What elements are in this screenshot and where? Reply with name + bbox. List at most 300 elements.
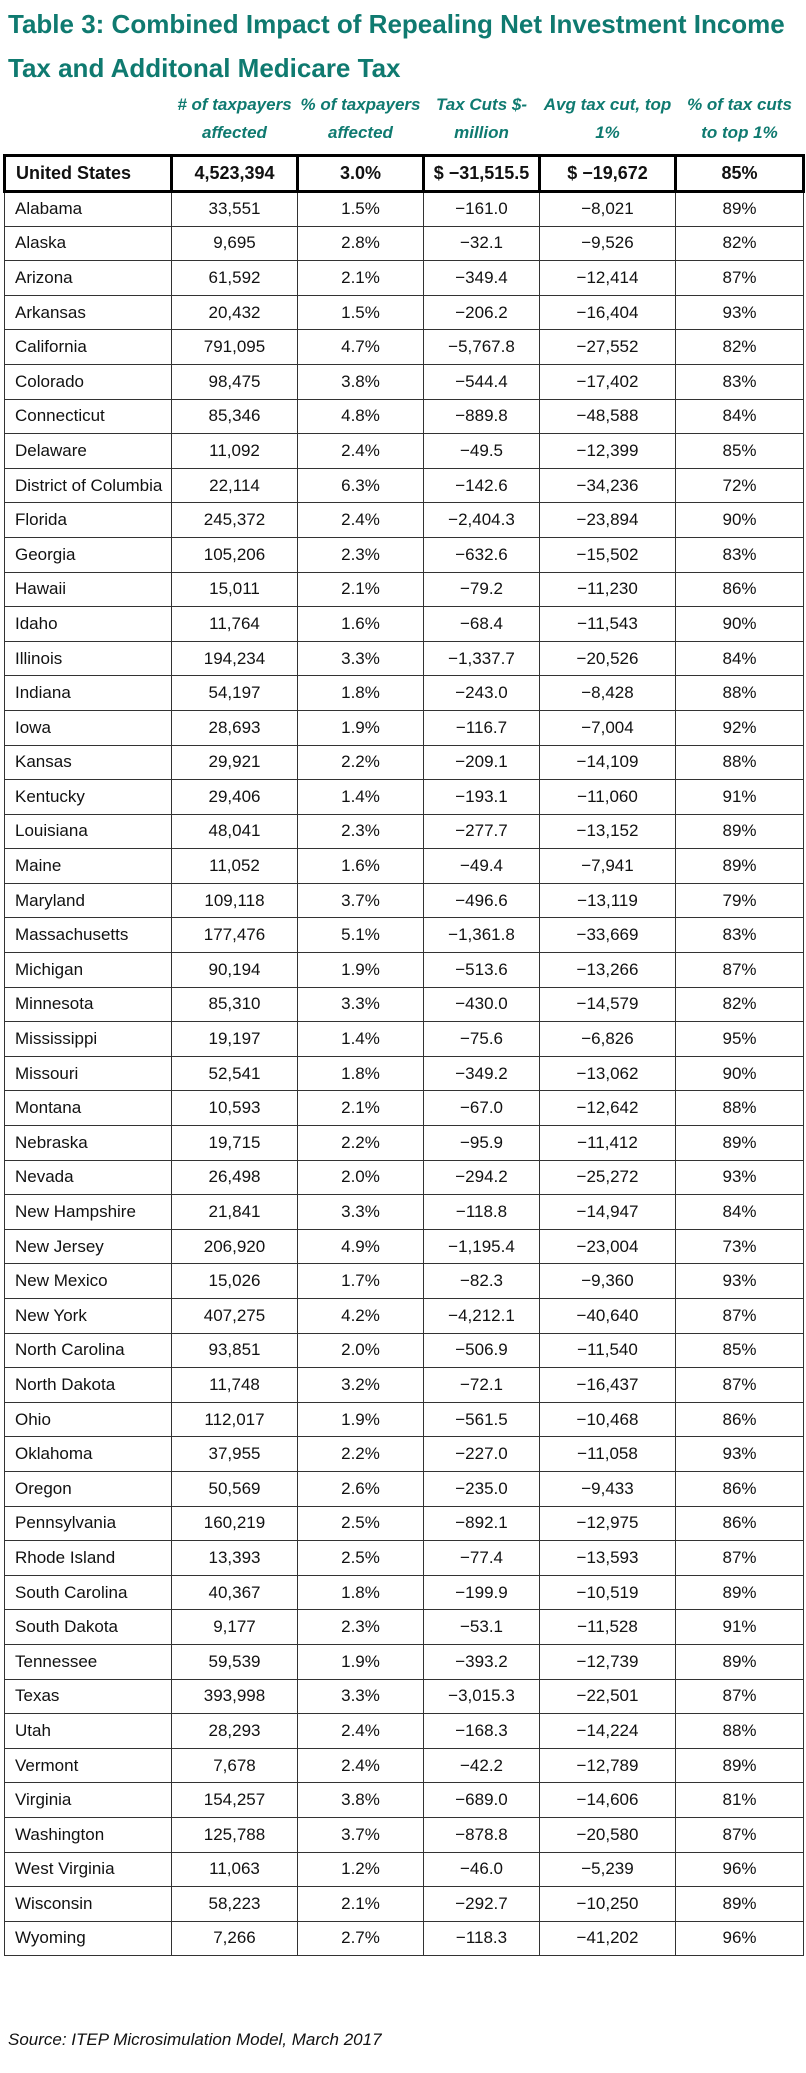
cell-state: Oklahoma xyxy=(5,1437,172,1472)
cell-tax-cuts: −118.8 xyxy=(424,1195,540,1230)
cell-pct-taxpayers: 3.3% xyxy=(298,1679,424,1714)
cell-pct-top1: 82% xyxy=(676,330,804,365)
cell-state: Indiana xyxy=(5,676,172,711)
cell-state: Missouri xyxy=(5,1056,172,1091)
cell-taxpayers-affected: 154,257 xyxy=(172,1783,298,1818)
cell-avg-tax-cut: −9,360 xyxy=(540,1264,676,1299)
cell-tax-cuts: −430.0 xyxy=(424,987,540,1022)
cell-pct-top1: 82% xyxy=(676,987,804,1022)
cell-pct-top1: 87% xyxy=(676,261,804,296)
table-row xyxy=(5,1471,804,1506)
table-row xyxy=(5,1541,804,1576)
cell-state: New York xyxy=(5,1299,172,1334)
cell-pct-top1: 89% xyxy=(676,1748,804,1783)
cell-state: Connecticut xyxy=(5,399,172,434)
cell-taxpayers-affected: 9,695 xyxy=(172,226,298,261)
table-row xyxy=(5,1126,804,1161)
cell-tax-cuts: −227.0 xyxy=(424,1437,540,1472)
cell-state: Hawaii xyxy=(5,572,172,607)
cell-avg-tax-cut: −11,528 xyxy=(540,1610,676,1645)
cell-taxpayers-affected: 7,678 xyxy=(172,1748,298,1783)
cell-pct-top1: 93% xyxy=(676,1160,804,1195)
cell-tax-cuts: −349.4 xyxy=(424,261,540,296)
cell-tax-cuts: −235.0 xyxy=(424,1471,540,1506)
cell-avg-tax-cut: −11,543 xyxy=(540,607,676,642)
cell-tax-cuts: −193.1 xyxy=(424,780,540,815)
cell-pct-top1: 93% xyxy=(676,1264,804,1299)
cell-taxpayers-affected: 21,841 xyxy=(172,1195,298,1230)
cell-pct-taxpayers: 2.4% xyxy=(298,1714,424,1749)
cell-tax-cuts: −49.5 xyxy=(424,434,540,469)
cell-pct-top1: 89% xyxy=(676,192,804,227)
cell-avg-tax-cut: −16,404 xyxy=(540,295,676,330)
cell-pct-top1: 89% xyxy=(676,849,804,884)
cell-pct-top1: 85% xyxy=(676,1333,804,1368)
cell-pct-top1: 83% xyxy=(676,537,804,572)
cell-state: Maine xyxy=(5,849,172,884)
cell-state: Illinois xyxy=(5,641,172,676)
table-row xyxy=(5,1056,804,1091)
cell-pct-taxpayers: 1.8% xyxy=(298,676,424,711)
cell-taxpayers-affected: 98,475 xyxy=(172,364,298,399)
cell-tax-cuts: −496.6 xyxy=(424,883,540,918)
cell-taxpayers-affected: 20,432 xyxy=(172,295,298,330)
total-taxpayers: 4,523,394 xyxy=(172,156,298,192)
cell-state: Louisiana xyxy=(5,814,172,849)
cell-avg-tax-cut: −14,109 xyxy=(540,745,676,780)
cell-avg-tax-cut: −10,468 xyxy=(540,1402,676,1437)
cell-tax-cuts: −32.1 xyxy=(424,226,540,261)
cell-avg-tax-cut: −7,941 xyxy=(540,849,676,884)
cell-taxpayers-affected: 11,052 xyxy=(172,849,298,884)
cell-pct-taxpayers: 1.4% xyxy=(298,780,424,815)
cell-taxpayers-affected: 61,592 xyxy=(172,261,298,296)
cell-pct-top1: 86% xyxy=(676,1506,804,1541)
cell-avg-tax-cut: −23,004 xyxy=(540,1229,676,1264)
cell-pct-top1: 91% xyxy=(676,1610,804,1645)
cell-pct-top1: 73% xyxy=(676,1229,804,1264)
cell-tax-cuts: −544.4 xyxy=(424,364,540,399)
cell-pct-top1: 85% xyxy=(676,434,804,469)
cell-state: Arkansas xyxy=(5,295,172,330)
cell-pct-top1: 87% xyxy=(676,1817,804,1852)
table-row xyxy=(5,330,804,365)
cell-state: South Carolina xyxy=(5,1575,172,1610)
cell-avg-tax-cut: −8,021 xyxy=(540,192,676,227)
table-row xyxy=(5,1402,804,1437)
cell-pct-taxpayers: 3.3% xyxy=(298,641,424,676)
cell-taxpayers-affected: 160,219 xyxy=(172,1506,298,1541)
cell-avg-tax-cut: −14,606 xyxy=(540,1783,676,1818)
cell-avg-tax-cut: −14,579 xyxy=(540,987,676,1022)
cell-pct-top1: 91% xyxy=(676,780,804,815)
cell-avg-tax-cut: −10,250 xyxy=(540,1887,676,1922)
cell-pct-taxpayers: 1.4% xyxy=(298,1022,424,1057)
cell-state: Florida xyxy=(5,503,172,538)
cell-avg-tax-cut: −11,540 xyxy=(540,1333,676,1368)
cell-pct-top1: 87% xyxy=(676,1541,804,1576)
cell-tax-cuts: −168.3 xyxy=(424,1714,540,1749)
cell-pct-taxpayers: 2.4% xyxy=(298,434,424,469)
cell-taxpayers-affected: 791,095 xyxy=(172,330,298,365)
cell-taxpayers-affected: 13,393 xyxy=(172,1541,298,1576)
cell-state: Idaho xyxy=(5,607,172,642)
cell-pct-top1: 96% xyxy=(676,1852,804,1887)
cell-state: New Jersey xyxy=(5,1229,172,1264)
cell-avg-tax-cut: −12,739 xyxy=(540,1644,676,1679)
cell-state: Massachusetts xyxy=(5,918,172,953)
cell-tax-cuts: −209.1 xyxy=(424,745,540,780)
cell-avg-tax-cut: −10,519 xyxy=(540,1575,676,1610)
cell-avg-tax-cut: −9,526 xyxy=(540,226,676,261)
cell-taxpayers-affected: 11,092 xyxy=(172,434,298,469)
cell-avg-tax-cut: −12,789 xyxy=(540,1748,676,1783)
cell-taxpayers-affected: 194,234 xyxy=(172,641,298,676)
table-row xyxy=(5,1368,804,1403)
table-row xyxy=(5,1748,804,1783)
cell-tax-cuts: −889.8 xyxy=(424,399,540,434)
cell-avg-tax-cut: −23,894 xyxy=(540,503,676,538)
cell-avg-tax-cut: −12,399 xyxy=(540,434,676,469)
cell-avg-tax-cut: −9,433 xyxy=(540,1471,676,1506)
table-row xyxy=(5,1852,804,1887)
cell-pct-taxpayers: 3.3% xyxy=(298,1195,424,1230)
cell-pct-taxpayers: 2.3% xyxy=(298,1610,424,1645)
cell-pct-top1: 93% xyxy=(676,1437,804,1472)
table-row xyxy=(5,226,804,261)
cell-avg-tax-cut: −40,640 xyxy=(540,1299,676,1334)
table-row xyxy=(5,364,804,399)
header-row xyxy=(5,84,804,156)
cell-taxpayers-affected: 109,118 xyxy=(172,883,298,918)
cell-taxpayers-affected: 90,194 xyxy=(172,953,298,988)
cell-pct-top1: 90% xyxy=(676,607,804,642)
table-row xyxy=(5,1644,804,1679)
table-row xyxy=(5,434,804,469)
cell-tax-cuts: −95.9 xyxy=(424,1126,540,1161)
total-tax-cuts: $ −31,515.5 xyxy=(424,156,540,192)
table-row xyxy=(5,399,804,434)
cell-tax-cuts: −506.9 xyxy=(424,1333,540,1368)
cell-pct-top1: 90% xyxy=(676,503,804,538)
cell-state: Wisconsin xyxy=(5,1887,172,1922)
cell-pct-taxpayers: 2.4% xyxy=(298,1748,424,1783)
cell-state: California xyxy=(5,330,172,365)
cell-state: Iowa xyxy=(5,710,172,745)
cell-avg-tax-cut: −13,593 xyxy=(540,1541,676,1576)
table-body xyxy=(5,156,804,1956)
cell-taxpayers-affected: 22,114 xyxy=(172,468,298,503)
total-state: United States xyxy=(5,156,172,192)
cell-avg-tax-cut: −27,552 xyxy=(540,330,676,365)
cell-tax-cuts: −82.3 xyxy=(424,1264,540,1299)
cell-pct-taxpayers: 3.7% xyxy=(298,883,424,918)
cell-pct-taxpayers: 2.8% xyxy=(298,226,424,261)
cell-pct-top1: 72% xyxy=(676,468,804,503)
total-pct-taxpayers: 3.0% xyxy=(298,156,424,192)
cell-state: Michigan xyxy=(5,953,172,988)
cell-state: Pennsylvania xyxy=(5,1506,172,1541)
cell-taxpayers-affected: 9,177 xyxy=(172,1610,298,1645)
cell-avg-tax-cut: −12,642 xyxy=(540,1091,676,1126)
cell-pct-top1: 84% xyxy=(676,641,804,676)
cell-pct-taxpayers: 3.2% xyxy=(298,1368,424,1403)
cell-taxpayers-affected: 85,346 xyxy=(172,399,298,434)
table-row xyxy=(5,918,804,953)
cell-pct-top1: 89% xyxy=(676,1126,804,1161)
cell-tax-cuts: −116.7 xyxy=(424,710,540,745)
cell-avg-tax-cut: −14,224 xyxy=(540,1714,676,1749)
cell-pct-top1: 89% xyxy=(676,1644,804,1679)
cell-tax-cuts: −277.7 xyxy=(424,814,540,849)
table-row xyxy=(5,1887,804,1922)
cell-state: Rhode Island xyxy=(5,1541,172,1576)
cell-taxpayers-affected: 112,017 xyxy=(172,1402,298,1437)
cell-avg-tax-cut: −6,826 xyxy=(540,1022,676,1057)
cell-taxpayers-affected: 105,206 xyxy=(172,537,298,572)
cell-pct-taxpayers: 6.3% xyxy=(298,468,424,503)
cell-state: West Virginia xyxy=(5,1852,172,1887)
cell-pct-taxpayers: 2.0% xyxy=(298,1160,424,1195)
cell-tax-cuts: −878.8 xyxy=(424,1817,540,1852)
cell-tax-cuts: −292.7 xyxy=(424,1887,540,1922)
header-tax-cuts: Tax Cuts $-million xyxy=(424,84,540,156)
cell-pct-taxpayers: 4.8% xyxy=(298,399,424,434)
cell-taxpayers-affected: 52,541 xyxy=(172,1056,298,1091)
cell-state: Nebraska xyxy=(5,1126,172,1161)
cell-pct-taxpayers: 1.9% xyxy=(298,1402,424,1437)
cell-taxpayers-affected: 10,593 xyxy=(172,1091,298,1126)
cell-pct-taxpayers: 2.6% xyxy=(298,1471,424,1506)
cell-tax-cuts: −49.4 xyxy=(424,849,540,884)
cell-pct-taxpayers: 2.7% xyxy=(298,1921,424,1956)
cell-tax-cuts: −118.3 xyxy=(424,1921,540,1956)
cell-pct-taxpayers: 2.1% xyxy=(298,261,424,296)
cell-pct-top1: 89% xyxy=(676,1575,804,1610)
cell-tax-cuts: −72.1 xyxy=(424,1368,540,1403)
cell-state: Texas xyxy=(5,1679,172,1714)
cell-tax-cuts: −161.0 xyxy=(424,192,540,227)
cell-tax-cuts: −3,015.3 xyxy=(424,1679,540,1714)
cell-tax-cuts: −142.6 xyxy=(424,468,540,503)
cell-taxpayers-affected: 29,406 xyxy=(172,780,298,815)
cell-state: Alaska xyxy=(5,226,172,261)
cell-taxpayers-affected: 29,921 xyxy=(172,745,298,780)
cell-avg-tax-cut: −7,004 xyxy=(540,710,676,745)
table-row xyxy=(5,780,804,815)
cell-pct-taxpayers: 1.6% xyxy=(298,849,424,884)
cell-tax-cuts: −206.2 xyxy=(424,295,540,330)
cell-pct-taxpayers: 2.3% xyxy=(298,814,424,849)
cell-tax-cuts: −4,212.1 xyxy=(424,1299,540,1334)
cell-tax-cuts: −67.0 xyxy=(424,1091,540,1126)
cell-taxpayers-affected: 206,920 xyxy=(172,1229,298,1264)
cell-pct-taxpayers: 3.3% xyxy=(298,987,424,1022)
cell-avg-tax-cut: −17,402 xyxy=(540,364,676,399)
cell-pct-taxpayers: 2.3% xyxy=(298,537,424,572)
cell-state: Kentucky xyxy=(5,780,172,815)
cell-state: Georgia xyxy=(5,537,172,572)
cell-pct-top1: 90% xyxy=(676,1056,804,1091)
cell-tax-cuts: −1,361.8 xyxy=(424,918,540,953)
cell-pct-top1: 86% xyxy=(676,1471,804,1506)
cell-pct-top1: 93% xyxy=(676,295,804,330)
total-avg-tax-cut: $ −19,672 xyxy=(540,156,676,192)
cell-tax-cuts: −349.2 xyxy=(424,1056,540,1091)
cell-pct-taxpayers: 1.6% xyxy=(298,607,424,642)
table-row xyxy=(5,1817,804,1852)
cell-avg-tax-cut: −11,058 xyxy=(540,1437,676,1472)
cell-avg-tax-cut: −41,202 xyxy=(540,1921,676,1956)
cell-pct-taxpayers: 4.2% xyxy=(298,1299,424,1334)
cell-pct-taxpayers: 4.9% xyxy=(298,1229,424,1264)
cell-taxpayers-affected: 26,498 xyxy=(172,1160,298,1195)
table-row xyxy=(5,1921,804,1956)
table-row xyxy=(5,468,804,503)
table-row xyxy=(5,1091,804,1126)
cell-pct-top1: 92% xyxy=(676,710,804,745)
cell-pct-top1: 89% xyxy=(676,1887,804,1922)
cell-pct-taxpayers: 1.8% xyxy=(298,1575,424,1610)
cell-pct-taxpayers: 2.1% xyxy=(298,1091,424,1126)
cell-taxpayers-affected: 11,063 xyxy=(172,1852,298,1887)
cell-state: North Carolina xyxy=(5,1333,172,1368)
cell-tax-cuts: −42.2 xyxy=(424,1748,540,1783)
cell-state: South Dakota xyxy=(5,1610,172,1645)
table-row xyxy=(5,1333,804,1368)
cell-tax-cuts: −75.6 xyxy=(424,1022,540,1057)
cell-avg-tax-cut: −8,428 xyxy=(540,676,676,711)
cell-pct-top1: 82% xyxy=(676,226,804,261)
header-state xyxy=(5,84,172,156)
cell-pct-top1: 88% xyxy=(676,676,804,711)
cell-pct-top1: 96% xyxy=(676,1921,804,1956)
table-row xyxy=(5,1575,804,1610)
cell-pct-taxpayers: 1.7% xyxy=(298,1264,424,1299)
cell-state: Virginia xyxy=(5,1783,172,1818)
table-row xyxy=(5,641,804,676)
cell-taxpayers-affected: 407,275 xyxy=(172,1299,298,1334)
cell-pct-top1: 79% xyxy=(676,883,804,918)
cell-taxpayers-affected: 85,310 xyxy=(172,987,298,1022)
cell-state: Nevada xyxy=(5,1160,172,1195)
table-row xyxy=(5,1229,804,1264)
cell-avg-tax-cut: −14,947 xyxy=(540,1195,676,1230)
cell-pct-taxpayers: 3.7% xyxy=(298,1817,424,1852)
cell-avg-tax-cut: −13,266 xyxy=(540,953,676,988)
cell-tax-cuts: −1,195.4 xyxy=(424,1229,540,1264)
header-pct-tax-cuts-top1: % of tax cuts to top 1% xyxy=(676,84,804,156)
cell-tax-cuts: −294.2 xyxy=(424,1160,540,1195)
table-row xyxy=(5,1506,804,1541)
cell-avg-tax-cut: −25,272 xyxy=(540,1160,676,1195)
cell-taxpayers-affected: 28,293 xyxy=(172,1714,298,1749)
table-row xyxy=(5,953,804,988)
cell-pct-taxpayers: 1.9% xyxy=(298,953,424,988)
cell-pct-top1: 88% xyxy=(676,745,804,780)
cell-tax-cuts: −79.2 xyxy=(424,572,540,607)
cell-avg-tax-cut: −34,236 xyxy=(540,468,676,503)
cell-tax-cuts: −68.4 xyxy=(424,607,540,642)
cell-avg-tax-cut: −13,152 xyxy=(540,814,676,849)
cell-tax-cuts: −77.4 xyxy=(424,1541,540,1576)
cell-pct-taxpayers: 2.4% xyxy=(298,503,424,538)
cell-pct-taxpayers: 2.5% xyxy=(298,1506,424,1541)
table-row xyxy=(5,607,804,642)
cell-avg-tax-cut: −33,669 xyxy=(540,918,676,953)
cell-pct-top1: 87% xyxy=(676,1679,804,1714)
cell-pct-taxpayers: 1.2% xyxy=(298,1852,424,1887)
cell-avg-tax-cut: −5,239 xyxy=(540,1852,676,1887)
cell-taxpayers-affected: 11,764 xyxy=(172,607,298,642)
cell-taxpayers-affected: 58,223 xyxy=(172,1887,298,1922)
cell-taxpayers-affected: 7,266 xyxy=(172,1921,298,1956)
cell-pct-taxpayers: 2.1% xyxy=(298,572,424,607)
cell-avg-tax-cut: −12,414 xyxy=(540,261,676,296)
cell-taxpayers-affected: 28,693 xyxy=(172,710,298,745)
cell-pct-taxpayers: 1.5% xyxy=(298,295,424,330)
table-row xyxy=(5,572,804,607)
cell-taxpayers-affected: 37,955 xyxy=(172,1437,298,1472)
cell-avg-tax-cut: −16,437 xyxy=(540,1368,676,1403)
cell-avg-tax-cut: −22,501 xyxy=(540,1679,676,1714)
cell-avg-tax-cut: −13,119 xyxy=(540,883,676,918)
cell-taxpayers-affected: 93,851 xyxy=(172,1333,298,1368)
header-pct-taxpayers: % of taxpayers affected xyxy=(298,84,424,156)
cell-state: Kansas xyxy=(5,745,172,780)
table-row xyxy=(5,261,804,296)
cell-pct-top1: 83% xyxy=(676,364,804,399)
table-row xyxy=(5,883,804,918)
cell-pct-top1: 87% xyxy=(676,1299,804,1334)
cell-state: Delaware xyxy=(5,434,172,469)
table-row xyxy=(5,1299,804,1334)
cell-pct-top1: 86% xyxy=(676,1402,804,1437)
cell-taxpayers-affected: 393,998 xyxy=(172,1679,298,1714)
cell-pct-top1: 84% xyxy=(676,1195,804,1230)
cell-taxpayers-affected: 19,715 xyxy=(172,1126,298,1161)
cell-state: Wyoming xyxy=(5,1921,172,1956)
table-row xyxy=(5,1022,804,1057)
cell-pct-taxpayers: 2.2% xyxy=(298,745,424,780)
cell-pct-taxpayers: 2.2% xyxy=(298,1437,424,1472)
table-row xyxy=(5,1610,804,1645)
table-row xyxy=(5,1264,804,1299)
table-title: Table 3: Combined Impact of Repealing Net Investment Income Tax and Additonal Medicare Tax xyxy=(8,9,785,83)
cell-avg-tax-cut: −11,230 xyxy=(540,572,676,607)
cell-pct-top1: 87% xyxy=(676,953,804,988)
header-taxpayers-affected: # of taxpayers affected xyxy=(172,84,298,156)
cell-state: Utah xyxy=(5,1714,172,1749)
table-row xyxy=(5,1783,804,1818)
cell-pct-taxpayers: 2.0% xyxy=(298,1333,424,1368)
cell-state: District of Columbia xyxy=(5,468,172,503)
cell-taxpayers-affected: 177,476 xyxy=(172,918,298,953)
cell-avg-tax-cut: −11,412 xyxy=(540,1126,676,1161)
cell-state: Oregon xyxy=(5,1471,172,1506)
cell-taxpayers-affected: 19,197 xyxy=(172,1022,298,1057)
cell-taxpayers-affected: 48,041 xyxy=(172,814,298,849)
cell-pct-taxpayers: 5.1% xyxy=(298,918,424,953)
total-row xyxy=(5,156,804,192)
table-row xyxy=(5,295,804,330)
table-row xyxy=(5,676,804,711)
cell-pct-top1: 88% xyxy=(676,1091,804,1126)
cell-tax-cuts: −5,767.8 xyxy=(424,330,540,365)
table-row xyxy=(5,1195,804,1230)
cell-tax-cuts: −53.1 xyxy=(424,1610,540,1645)
cell-state: Colorado xyxy=(5,364,172,399)
